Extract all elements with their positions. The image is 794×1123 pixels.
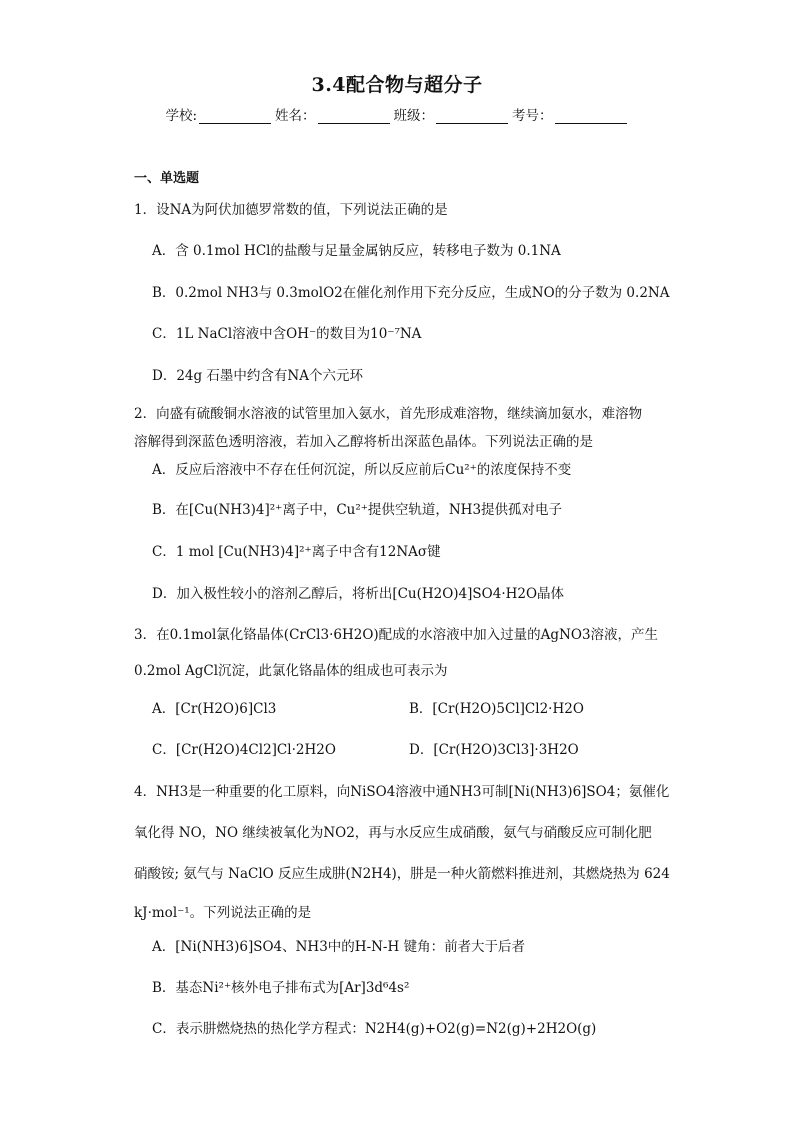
q1-option-b: B．0.2mol NH3与 0.3molO2在催化剂作用下充分反应，生成NO的分子数为 0.2NA bbox=[152, 285, 670, 301]
q3-option-c: C．[Cr(H2O)4Cl2]Cl·2H2O bbox=[152, 742, 336, 758]
q3-option-b: B．[Cr(H2O)5Cl]Cl2·H2O bbox=[409, 701, 584, 717]
q4-stem-line-3: 硝酸铵; 氨气与 NaClO 反应生成肼(N2H4)，肼是一种火箭燃料推进剂，其燃烧热为 624 bbox=[134, 866, 670, 882]
school-field bbox=[165, 104, 273, 124]
student-info-line bbox=[0, 104, 794, 124]
exam-number-label: 考号： bbox=[512, 108, 553, 124]
q2-option-c: C．1 mol [Cu(NH3)4]²⁺离子中含有12NAσ键 bbox=[152, 544, 441, 560]
q3-option-a: A．[Cr(H2O)6]Cl3 bbox=[152, 701, 277, 717]
q3-option-d: D．[Cr(H2O)3Cl3]·3H2O bbox=[409, 742, 579, 758]
q3-stem-line-1: 3．在0.1mol氯化铬晶体(CrCl3·6H2O)配成的水溶液中加入过量的AgNO3溶液，产生 bbox=[134, 627, 659, 643]
class-blank[interactable] bbox=[436, 109, 508, 124]
school-blank[interactable] bbox=[199, 109, 271, 124]
q2-stem-line-2: 溶解得到深蓝色透明溶液，若加入乙醇将析出深蓝色晶体。下列说法正确的是 bbox=[134, 434, 593, 450]
q1-option-c: C．1L NaCl溶液中含OH⁻的数目为10⁻⁷NA bbox=[152, 326, 422, 342]
class-field bbox=[394, 104, 511, 124]
q4-option-b: B．基态Ni²⁺核外电子排布式为[Ar]3d⁶4s² bbox=[152, 980, 410, 996]
q1-option-a: A．含 0.1mol HCl的盐酸与足量金属钠反应，转移电子数为 0.1NA bbox=[152, 243, 561, 259]
q3-stem-line-2: 0.2mol AgCl沉淀，此氯化铬晶体的组成也可表示为 bbox=[134, 663, 448, 679]
q2-option-d: D．加入极性较小的溶剂乙醇后，将析出[Cu(H2O)4]SO4·H2O晶体 bbox=[152, 586, 565, 602]
school-label: 学校: bbox=[165, 108, 198, 124]
q4-stem-line-2: 氧化得 NO，NO 继续被氧化为NO2，再与水反应生成硝酸，氨气与硝酸反应可制化肥 bbox=[134, 825, 652, 841]
q4-option-c: C．表示肼燃烧热的热化学方程式：N2H4(g)+O2(g)=N2(g)+2H2O(g) bbox=[152, 1021, 597, 1037]
q2-stem-line-1: 2．向盛有硫酸铜水溶液的试管里加入氨水，首先形成难溶物，继续滴加氨水，难溶物 bbox=[134, 406, 643, 422]
section-heading: 一、单选题 bbox=[134, 171, 200, 186]
q1-option-d: D．24g 石墨中约含有NA个六元环 bbox=[152, 368, 363, 384]
name-field bbox=[275, 104, 392, 124]
name-label: 姓名： bbox=[275, 108, 316, 124]
q1-stem: 1．设NA为阿伏加德罗常数的值，下列说法正确的是 bbox=[134, 202, 448, 218]
q2-option-b: B．在[Cu(NH3)4]²⁺离子中，Cu²⁺提供空轨道，NH3提供孤对电子 bbox=[152, 502, 563, 518]
exam-number-field bbox=[512, 104, 629, 124]
page-title: 3.4配合物与超分子 bbox=[311, 74, 483, 96]
q4-option-a: A．[Ni(NH3)6]SO4、NH3中的H-N-H 键角：前者大于后者 bbox=[152, 939, 526, 955]
q2-option-a: A．反应后溶液中不存在任何沉淀，所以反应前后Cu²⁺的浓度保持不变 bbox=[152, 462, 572, 478]
name-blank[interactable] bbox=[318, 109, 390, 124]
exam-number-blank[interactable] bbox=[555, 109, 627, 124]
q4-stem-line-1: 4．NH3是一种重要的化工原料，向NiSO4溶液中通NH3可制[Ni(NH3)6]SO4；氨催化 bbox=[134, 784, 670, 800]
q4-stem-line-4: kJ·mol⁻¹。下列说法正确的是 bbox=[134, 905, 312, 921]
class-label: 班级： bbox=[393, 108, 435, 124]
